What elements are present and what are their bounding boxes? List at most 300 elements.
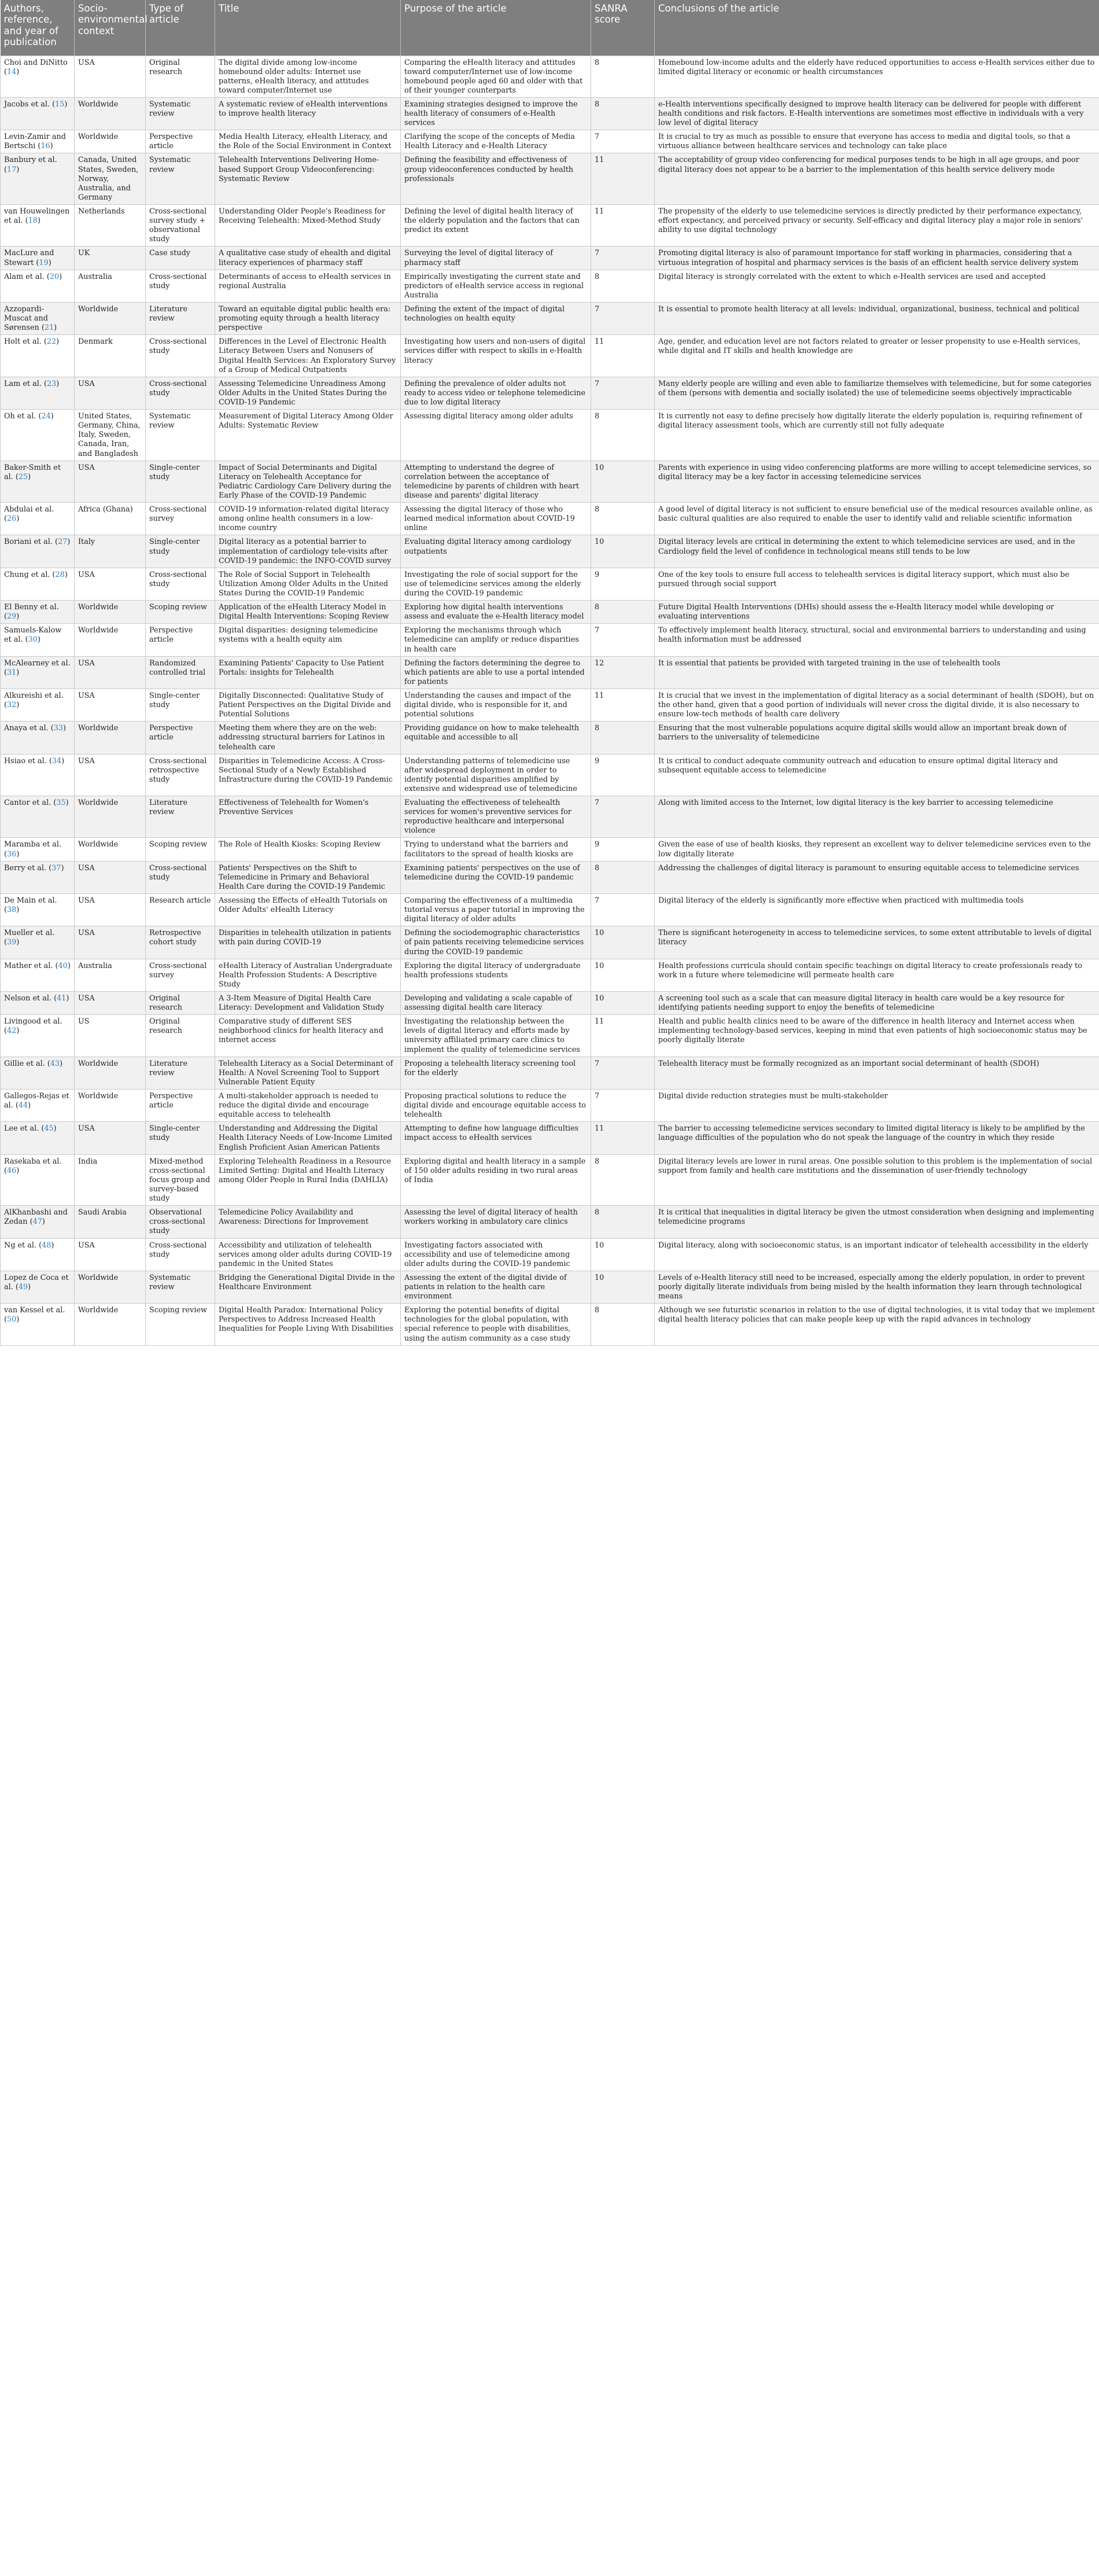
cell-purpose: Surveying the level of digital literacy of pharmacy staff xyxy=(401,246,591,270)
author-name: Lam et al. xyxy=(4,379,42,388)
cell-conclusion: Given the ease of use of health kiosks, they represent an excellent way to deliver telemedicine services even to the low digitally literate xyxy=(655,838,1099,861)
cell-title: Determinants of access to eHealth services in regional Australia xyxy=(215,270,401,302)
cell-sanra-score: 11 xyxy=(591,335,655,377)
cell-conclusion: There is significant heterogeneity in access to telemedicine services, to some extent attributable to levels of digital literacy xyxy=(655,926,1099,959)
table-row xyxy=(1,689,1099,721)
reference-link[interactable]: 18 xyxy=(28,216,38,226)
cell-conclusion: It is critical to conduct adequate community outreach and education to ensure optimal digital literacy and subsequent equitable access to telemedicine xyxy=(655,754,1099,796)
cell-conclusion: Digital divide reduction strategies must be multi-stakeholder xyxy=(655,1090,1099,1122)
cell-purpose: Proposing a telehealth literacy screening tool for the elderly xyxy=(401,1057,591,1089)
cell-sanra-score: 10 xyxy=(591,1271,655,1303)
cell-type: Scoping review xyxy=(146,1304,215,1345)
cell-type: Cross-sectional study xyxy=(146,861,215,893)
header-sanra-score: SANRA score xyxy=(591,0,655,56)
cell-context: United States, Germany, China, Italy, Sweden, Canada, Iran, and Bangladesh xyxy=(75,410,146,461)
reference-link[interactable]: 19 xyxy=(39,258,49,267)
cell-purpose: Clarifying the scope of the concepts of Media Health Literacy and e-Health Literacy xyxy=(401,130,591,153)
cell-conclusion: To effectively implement health literacy, structural, social and environmental barriers to understanding and using health information must be addressed xyxy=(655,624,1099,656)
cell-title: The digital divide among low-income homebound older adults: Internet use patterns, eHealth literacy, and attitudes toward computer/Internet use xyxy=(215,56,401,97)
cell-author: Lee et al. (45) xyxy=(1,1122,75,1154)
table-row xyxy=(1,410,1099,461)
header-authors: Authors, reference, and year of publication xyxy=(1,0,75,56)
cell-purpose: Evaluating digital literacy among cardiology outpatients xyxy=(401,535,591,568)
cell-title: Assessing the Effects of eHealth Tutorials on Older Adults' eHealth Literacy xyxy=(215,894,401,926)
reference-link[interactable]: 14 xyxy=(7,67,17,76)
cell-title: Impact of Social Determinants and Digital Literacy on Telehealth Acceptance for Pediatric Cardiology Care Delivery during the Early Phase of the COVID-19 Pandemic xyxy=(215,461,401,502)
reference-link[interactable]: 15 xyxy=(55,100,65,109)
cell-type: Systematic review xyxy=(146,97,215,130)
cell-sanra-score: 7 xyxy=(591,796,655,838)
cell-sanra-score: 11 xyxy=(591,1015,655,1057)
cell-purpose: Assessing the level of digital literacy of health workers working in ambulatory care clinics xyxy=(401,1206,591,1238)
cell-sanra-score: 8 xyxy=(591,97,655,130)
cell-conclusion: Ensuring that the most vulnerable populations acquire digital skills would allow an important break down of barriers to the universality of telemedicine xyxy=(655,722,1099,754)
cell-context: Worldwide xyxy=(75,303,146,335)
cell-context: USA xyxy=(75,992,146,1015)
table-row xyxy=(1,992,1099,1015)
cell-context: USA xyxy=(75,1238,146,1271)
cell-title: Examining Patients' Capacity to Use Patient Portals: insights for Telehealth xyxy=(215,656,401,689)
cell-author: Azzopardi-Muscat and Sørensen (21) xyxy=(1,303,75,335)
cell-sanra-score: 8 xyxy=(591,1154,655,1206)
cell-sanra-score: 10 xyxy=(591,461,655,502)
cell-purpose: Investigating factors associated with accessibility and use of telemedicine among older adults during the COVID-19 pandemic xyxy=(401,1238,591,1271)
cell-conclusion: Telehealth literacy must be formally recognized as an important social determinant of health (SDOH) xyxy=(655,1057,1099,1089)
table-body xyxy=(1,56,1099,1345)
reference-link[interactable]: 21 xyxy=(44,323,54,333)
cell-type: Original research xyxy=(146,56,215,97)
cell-author: Oh et al. (24) xyxy=(1,410,75,461)
cell-title: Comparative study of different SES neighborhood clinics for health literacy and internet access xyxy=(215,1015,401,1057)
reference-link[interactable]: 24 xyxy=(41,412,51,421)
cell-context: USA xyxy=(75,377,146,409)
author-name: Samuels-Kalow et al. xyxy=(4,626,62,645)
table-row xyxy=(1,1154,1099,1206)
cell-sanra-score: 10 xyxy=(591,535,655,568)
cell-title: A qualitative case study of ehealth and digital literacy experiences of pharmacy staff xyxy=(215,246,401,270)
cell-sanra-score: 11 xyxy=(591,689,655,721)
header-title: Title xyxy=(215,0,401,56)
reference-link[interactable]: 44 xyxy=(18,1101,28,1110)
table-row xyxy=(1,97,1099,130)
cell-conclusion: Addressing the challenges of digital literacy is paramount to ensuring equitable access to telemedicine services xyxy=(655,861,1099,893)
cell-author: Holt et al. (22) xyxy=(1,335,75,377)
cell-purpose: Comparing the effectiveness of a multimedia tutorial versus a paper tutorial in improving the digital literacy of older adults xyxy=(401,894,591,926)
cell-conclusion: The propensity of the elderly to use telemedicine services is directly predicted by their performance expectancy, effort expectancy, and perceived privacy or security. Self-efficacy and digital literacy play a major role in seniors' ability to use digital technology xyxy=(655,205,1099,246)
table-row xyxy=(1,503,1099,535)
cell-author: Gallegos-Rejas et al. (44) xyxy=(1,1090,75,1122)
cell-type: Cross-sectional study xyxy=(146,377,215,409)
cell-type: Cross-sectional study xyxy=(146,335,215,377)
cell-context: Africa (Ghana) xyxy=(75,503,146,535)
cell-purpose: Proposing practical solutions to reduce the digital divide and encourage equitable access to telehealth xyxy=(401,1090,591,1122)
author-name: AlKhanbashi and Zedan xyxy=(4,1208,68,1227)
reference-link[interactable]: 45 xyxy=(44,1124,54,1134)
cell-purpose: Assessing digital literacy among older adults xyxy=(401,410,591,461)
cell-title: eHealth Literacy of Australian Undergraduate Health Profession Students: A Descriptive Study xyxy=(215,959,401,991)
reference-link[interactable]: 32 xyxy=(7,701,17,710)
cell-author: McAlearney et al. (31) xyxy=(1,656,75,689)
cell-context: Australia xyxy=(75,270,146,302)
cell-type: Research article xyxy=(146,894,215,926)
cell-type: Retrospective cohort study xyxy=(146,926,215,959)
cell-conclusion: It is crucial that we invest in the implementation of digital literacy as a social determinant of health (SDOH), but on the other hand, given that a good portion of individuals will never cross the digital divide, it is also necessary to ensure low-tech methods of health care delivery xyxy=(655,689,1099,721)
table-row xyxy=(1,838,1099,861)
table-row xyxy=(1,377,1099,409)
reference-link[interactable]: 41 xyxy=(57,994,67,1003)
cell-title: Toward an equitable digital public health era: promoting equity through a health literacy perspective xyxy=(215,303,401,335)
cell-conclusion: A good level of digital literacy is not sufficient to ensure beneficial use of the medical resources available online, as basic cultural qualities are also required to enable the user to identify valid and reliable scientific information xyxy=(655,503,1099,535)
cell-conclusion: A screening tool such as a scale that can measure digital literacy in health care would be a key resource for identifying patients needing support to enjoy the benefits of telemedicine xyxy=(655,992,1099,1015)
cell-author: El Benny et al. (29) xyxy=(1,601,75,624)
author-name: Azzopardi-Muscat and Sørensen xyxy=(4,305,48,333)
cell-title: The Role of Health Kiosks: Scoping Review xyxy=(215,838,401,861)
author-name: De Main et al. xyxy=(4,896,57,906)
cell-type: Literature review xyxy=(146,796,215,838)
cell-author: Ng et al. (48) xyxy=(1,1238,75,1271)
reference-link[interactable]: 43 xyxy=(50,1059,60,1068)
cell-title: Digital disparities: designing telemedicine systems with a health equity aim xyxy=(215,624,401,656)
cell-sanra-score: 11 xyxy=(591,1122,655,1154)
author-name: Mather et al. xyxy=(4,961,53,970)
cell-title: Digital Health Paradox: International Policy Perspectives to Address Increased Health Inequalities for People Living With Disabilities xyxy=(215,1304,401,1345)
table-row xyxy=(1,624,1099,656)
cell-title: Telehealth Interventions Delivering Home-based Support Group Videoconferencing: Systematic Review xyxy=(215,153,401,205)
cell-title: Telemedicine Policy Availability and Awareness: Directions for Improvement xyxy=(215,1206,401,1238)
author-name: McAlearney et al. xyxy=(4,658,71,668)
cell-sanra-score: 8 xyxy=(591,861,655,893)
cell-purpose: Examining strategies designed to improve the health literacy of consumers of e-Health services xyxy=(401,97,591,130)
cell-title: Effectiveness of Telehealth for Women's Preventive Services xyxy=(215,796,401,838)
cell-purpose: Assessing the digital literacy of those who learned medical information about COVID-19 online xyxy=(401,503,591,535)
cell-context: Worldwide xyxy=(75,1304,146,1345)
cell-context: USA xyxy=(75,754,146,796)
cell-type: Case study xyxy=(146,246,215,270)
cell-context: UK xyxy=(75,246,146,270)
cell-conclusion: Digital literacy levels are critical in determining the extent to which telemedicine services are used, and in the Cardiology field the level of confidence in technological means still tends to be low xyxy=(655,535,1099,568)
cell-title: Meeting them where they are on the web: addressing structural barriers for Latinos in telehealth care xyxy=(215,722,401,754)
cell-sanra-score: 11 xyxy=(591,153,655,205)
cell-sanra-score: 7 xyxy=(591,246,655,270)
table-row xyxy=(1,894,1099,926)
cell-author: Anaya et al. (33) xyxy=(1,722,75,754)
cell-context: Worldwide xyxy=(75,1057,146,1089)
cell-context: USA xyxy=(75,894,146,926)
cell-context: Worldwide xyxy=(75,1090,146,1122)
cell-sanra-score: 9 xyxy=(591,754,655,796)
cell-context: Worldwide xyxy=(75,722,146,754)
reference-link[interactable]: 22 xyxy=(46,337,57,347)
cell-purpose: Exploring the digital literacy of undergraduate health professions students xyxy=(401,959,591,991)
table-row xyxy=(1,303,1099,335)
reference-link[interactable]: 49 xyxy=(18,1282,28,1291)
reference-link[interactable]: 40 xyxy=(58,961,68,970)
table-row xyxy=(1,796,1099,838)
cell-title: COVID-19 information-related digital literacy among online health consumers in a low-income country xyxy=(215,503,401,535)
table-row xyxy=(1,926,1099,959)
reference-link[interactable]: 16 xyxy=(40,142,50,151)
header-type: Type of article xyxy=(146,0,215,56)
cell-author: Nelson et al. (41) xyxy=(1,992,75,1015)
cell-title: Understanding Older People's Readiness for Receiving Telehealth: Mixed-Method Study xyxy=(215,205,401,246)
cell-author: Baker-Smith et al. (25) xyxy=(1,461,75,502)
cell-sanra-score: 7 xyxy=(591,1090,655,1122)
cell-purpose: Examining patients' perspectives on the use of telemedicine during the COVID-19 pandemic xyxy=(401,861,591,893)
table-row xyxy=(1,1057,1099,1089)
cell-sanra-score: 9 xyxy=(591,568,655,600)
cell-sanra-score: 7 xyxy=(591,1057,655,1089)
cell-title: Digitally Disconnected: Qualitative Study of Patient Perspectives on the Digital Divide and Potential Solutions xyxy=(215,689,401,721)
cell-author: van Kessel et al. (50) xyxy=(1,1304,75,1345)
header-purpose: Purpose of the article xyxy=(401,0,591,56)
cell-purpose: Investigating the role of social support for the use of telemedicine services among the elderly during the COVID-19 pandemic xyxy=(401,568,591,600)
table-row xyxy=(1,1271,1099,1303)
reference-link[interactable]: 28 xyxy=(55,570,65,579)
cell-author: AlKhanbashi and Zedan (47) xyxy=(1,1206,75,1238)
author-name: Lopez de Coca et al. xyxy=(4,1273,69,1291)
cell-title: Media Health Literacy, eHealth Literacy, and the Role of the Social Environment in Context xyxy=(215,130,401,153)
cell-sanra-score: 8 xyxy=(591,270,655,302)
cell-type: Systematic review xyxy=(146,1271,215,1303)
cell-context: US xyxy=(75,1015,146,1057)
cell-sanra-score: 7 xyxy=(591,130,655,153)
cell-author: Livingood et al. (42) xyxy=(1,1015,75,1057)
cell-context: USA xyxy=(75,926,146,959)
cell-type: Single-center study xyxy=(146,689,215,721)
cell-author: Mather et al. (40) xyxy=(1,959,75,991)
table-row xyxy=(1,959,1099,991)
cell-title: Digital literacy as a potential barrier to implementation of cardiology tele-visits after COVID-19 pandemic: the INFO-COVID survey xyxy=(215,535,401,568)
author-name: Abdulai et al. xyxy=(4,505,54,514)
cell-type: Observational cross-sectional study xyxy=(146,1206,215,1238)
cell-author: Cantor et al. (35) xyxy=(1,796,75,838)
cell-type: Cross-sectional retrospective study xyxy=(146,754,215,796)
author-name: van Houwelingen et al. xyxy=(4,207,70,226)
cell-author: Banbury et al. (17) xyxy=(1,153,75,205)
cell-purpose: Assessing the extent of the digital divide of patients in relation to the health care environment xyxy=(401,1271,591,1303)
cell-type: Systematic review xyxy=(146,153,215,205)
cell-author: Chung et al. (28) xyxy=(1,568,75,600)
cell-conclusion: Although we see futuristic scenarios in relation to the use of digital technologies, it is vital today that we implement digital health literacy policies that can make people keep up with the rapid advances in technology xyxy=(655,1304,1099,1345)
cell-author: Hsiao et al. (34) xyxy=(1,754,75,796)
cell-purpose: Understanding patterns of telemedicine use after widespread deployment in order to identify potential disparities amplified by extensive and widespread use of telemedicine xyxy=(401,754,591,796)
cell-purpose: Defining the sociodemographic characteristics of pain patients receiving telemedicine services during the COVID-19 pandemic xyxy=(401,926,591,959)
cell-sanra-score: 9 xyxy=(591,838,655,861)
cell-sanra-score: 10 xyxy=(591,1238,655,1271)
reference-link[interactable]: 39 xyxy=(7,938,17,947)
table-row xyxy=(1,601,1099,624)
author-name: Banbury et al. xyxy=(4,156,57,165)
cell-context: USA xyxy=(75,1122,146,1154)
author-name: Ng et al. xyxy=(4,1241,37,1250)
reference-link[interactable]: 34 xyxy=(51,756,62,766)
cell-conclusion: It is essential that patients be provided with targeted training in the use of telehealth tools xyxy=(655,656,1099,689)
reference-link[interactable]: 25 xyxy=(18,472,28,481)
cell-context: Worldwide xyxy=(75,97,146,130)
cell-type: Single-center study xyxy=(146,461,215,502)
reference-link[interactable]: 35 xyxy=(56,798,66,808)
table-row xyxy=(1,1206,1099,1238)
author-name: Oh et al. xyxy=(4,412,36,421)
cell-conclusion: Digital literacy of the elderly is significantly more effective when practiced with multimedia tools xyxy=(655,894,1099,926)
table-row xyxy=(1,1122,1099,1154)
cell-context: Saudi Arabia xyxy=(75,1206,146,1238)
cell-title: The Role of Social Support in Telehealth Utilization Among Older Adults in the United States During the COVID-19 Pandemic xyxy=(215,568,401,600)
table-row xyxy=(1,1015,1099,1057)
cell-author: Levin-Zamir and Bertschi (16) xyxy=(1,130,75,153)
reference-link[interactable]: 37 xyxy=(51,863,61,873)
cell-purpose: Defining the level of digital health literacy of the elderly population and the factors that can predict its extent xyxy=(401,205,591,246)
cell-type: Systematic review xyxy=(146,410,215,461)
cell-context: Australia xyxy=(75,959,146,991)
cell-context: USA xyxy=(75,861,146,893)
cell-sanra-score: 7 xyxy=(591,624,655,656)
cell-author: Alam et al. (20) xyxy=(1,270,75,302)
author-name: Baker-Smith et al. xyxy=(4,463,61,481)
cell-context: Worldwide xyxy=(75,838,146,861)
cell-conclusion: The acceptability of group video conferencing for medical purposes tends to be high in all age groups, and poor digital literacy does not appear to be a barrier to the implementation of this health service delivery mode xyxy=(655,153,1099,205)
author-name: Choi and DiNitto xyxy=(4,58,68,67)
cell-context: Netherlands xyxy=(75,205,146,246)
table-row xyxy=(1,1304,1099,1345)
cell-conclusion: It is essential to promote health literacy at all levels: individual, organizational, business, technical and political xyxy=(655,303,1099,335)
reference-link[interactable]: 46 xyxy=(7,1166,17,1175)
cell-author: Mueller et al. (39) xyxy=(1,926,75,959)
author-name: van Kessel et al. xyxy=(4,1306,65,1315)
reference-link[interactable]: 31 xyxy=(7,668,17,677)
cell-purpose: Defining the factors determining the degree to which patients are able to use a portal intended for patients xyxy=(401,656,591,689)
cell-author: Gillie et al. (43) xyxy=(1,1057,75,1089)
cell-context: USA xyxy=(75,689,146,721)
reference-link[interactable]: 20 xyxy=(49,272,60,281)
reference-link[interactable]: 29 xyxy=(7,612,17,621)
cell-author: De Main et al. (38) xyxy=(1,894,75,926)
author-name: MacLure and Stewart xyxy=(4,249,54,267)
cell-type: Perspective article xyxy=(146,1090,215,1122)
author-name: Berry et al. xyxy=(4,863,47,873)
reference-link[interactable]: 38 xyxy=(7,906,17,915)
cell-sanra-score: 7 xyxy=(591,303,655,335)
cell-purpose: Exploring how digital health interventions assess and evaluate the e-Health literacy model xyxy=(401,601,591,624)
cell-title: Application of the eHealth Literacy Model in Digital Health Interventions: Scoping Review xyxy=(215,601,401,624)
cell-author: Jacobs et al. (15) xyxy=(1,97,75,130)
cell-purpose: Empirically investigating the current state and predictors of eHealth service access in regional Australia xyxy=(401,270,591,302)
cell-title: A multi-stakeholder approach is needed to reduce the digital divide and encourage equitable access to telehealth xyxy=(215,1090,401,1122)
author-name: Lee et al. xyxy=(4,1124,39,1134)
table-row xyxy=(1,56,1099,97)
cell-author: Lopez de Coca et al. (49) xyxy=(1,1271,75,1303)
cell-context: Italy xyxy=(75,535,146,568)
cell-conclusion: Health professions curricula should contain specific teachings on digital literacy to create professionals ready to work in a future where telemedicine will permeate health care xyxy=(655,959,1099,991)
author-name: Boriani et al. xyxy=(4,538,53,547)
cell-sanra-score: 8 xyxy=(591,56,655,97)
cell-context: USA xyxy=(75,461,146,502)
cell-purpose: Evaluating the effectiveness of telehealth services for women's preventive services for reproductive healthcare and interpersonal violence xyxy=(401,796,591,838)
table-row xyxy=(1,130,1099,153)
table-row xyxy=(1,461,1099,502)
author-name: Anaya et al. xyxy=(4,724,49,733)
cell-context: USA xyxy=(75,56,146,97)
cell-author: van Houwelingen et al. (18) xyxy=(1,205,75,246)
header-context: Socio-environmental context xyxy=(75,0,146,56)
cell-purpose: Trying to understand what the barriers and facilitators to the spread of health kiosks are xyxy=(401,838,591,861)
cell-sanra-score: 8 xyxy=(591,722,655,754)
cell-type: Single-center study xyxy=(146,535,215,568)
table-row xyxy=(1,568,1099,600)
cell-author: Choi and DiNitto (14) xyxy=(1,56,75,97)
cell-context: Worldwide xyxy=(75,1271,146,1303)
cell-conclusion: Digital literacy is strongly correlated with the extent to which e-Health services are used and accepted xyxy=(655,270,1099,302)
cell-purpose: Defining the feasibility and effectiveness of group videoconferences conducted by health professionals xyxy=(401,153,591,205)
cell-author: Maramba et al. (36) xyxy=(1,838,75,861)
cell-sanra-score: 7 xyxy=(591,377,655,409)
reference-link[interactable]: 26 xyxy=(7,514,17,524)
table-header xyxy=(1,0,1099,56)
cell-title: Patients' Perspectives on the Shift to Telemedicine in Primary and Behavioral Health Care during the COVID-19 Pandemic xyxy=(215,861,401,893)
cell-type: Literature review xyxy=(146,1057,215,1089)
cell-purpose: Exploring the mechanisms through which telemedicine can amplify or reduce disparities in health care xyxy=(401,624,591,656)
cell-purpose: Defining the extent of the impact of digital technologies on health equity xyxy=(401,303,591,335)
cell-sanra-score: 8 xyxy=(591,1304,655,1345)
cell-sanra-score: 8 xyxy=(591,601,655,624)
cell-context: USA xyxy=(75,656,146,689)
reference-link[interactable]: 27 xyxy=(58,538,68,547)
author-name: Hsiao et al. xyxy=(4,756,47,766)
cell-sanra-score: 8 xyxy=(591,503,655,535)
cell-purpose: Attempting to understand the degree of correlation between the acceptance of telemedicine by parents of children with heart disease and parents' digital literacy xyxy=(401,461,591,502)
cell-author: Lam et al. (23) xyxy=(1,377,75,409)
author-name: Gallegos-Rejas et al. xyxy=(4,1092,69,1110)
author-name: Cantor et al. xyxy=(4,798,51,808)
cell-author: Berry et al. (37) xyxy=(1,861,75,893)
cell-title: Accessibility and utilization of telehealth services among older adults during COVID-19 pandemic in the United States xyxy=(215,1238,401,1271)
author-name: Nelson et al. xyxy=(4,994,52,1003)
cell-sanra-score: 11 xyxy=(591,205,655,246)
cell-author: Boriani et al. (27) xyxy=(1,535,75,568)
reference-link[interactable]: 36 xyxy=(7,849,17,859)
cell-type: Scoping review xyxy=(146,601,215,624)
author-name: El Benny et al. xyxy=(4,603,59,612)
reference-link[interactable]: 48 xyxy=(42,1241,51,1250)
cell-sanra-score: 10 xyxy=(591,992,655,1015)
reference-link[interactable]: 17 xyxy=(7,165,17,174)
cell-context: Worldwide xyxy=(75,796,146,838)
cell-sanra-score: 10 xyxy=(591,926,655,959)
cell-purpose: Developing and validating a scale capable of assessing digital health care literacy xyxy=(401,992,591,1015)
cell-conclusion: It is critical that inequalities in digital literacy be given the utmost consideration when designing and implementing telemedicine programs xyxy=(655,1206,1099,1238)
cell-purpose: Exploring the potential benefits of digital technologies for the global population, with special reference to people with disabilities, using the autism community as a case study xyxy=(401,1304,591,1345)
author-name: Maramba et al. xyxy=(4,840,62,849)
cell-type: Perspective article xyxy=(146,624,215,656)
cell-sanra-score: 8 xyxy=(591,410,655,461)
cell-title: Differences in the Level of Electronic Health Literacy Between Users and Nonusers of Digital Health Services: An Exploratory Survey of a Group of Medical Outpatients xyxy=(215,335,401,377)
cell-type: Scoping review xyxy=(146,838,215,861)
cell-title: Understanding and Addressing the Digital Health Literacy Needs of Low-Income Limited English Proficient Asian American Patients xyxy=(215,1122,401,1154)
author-name: Livingood et al. xyxy=(4,1017,62,1026)
reference-link[interactable]: 50 xyxy=(7,1315,17,1324)
cell-title: A 3-Item Measure of Digital Health Care Literacy: Development and Validation Study xyxy=(215,992,401,1015)
reference-link[interactable]: 42 xyxy=(7,1026,17,1036)
table-row xyxy=(1,535,1099,568)
reference-link[interactable]: 47 xyxy=(32,1217,42,1227)
cell-purpose: Defining the prevalence of older adults not ready to access video or telephone telemedicine due to low digital literacy xyxy=(401,377,591,409)
table-row xyxy=(1,1238,1099,1271)
author-name: Chung et al. xyxy=(4,570,50,579)
reference-link[interactable]: 33 xyxy=(53,724,63,733)
reference-link[interactable]: 23 xyxy=(46,379,57,388)
author-name: Alam et al. xyxy=(4,272,45,281)
reference-link[interactable]: 30 xyxy=(28,635,38,645)
